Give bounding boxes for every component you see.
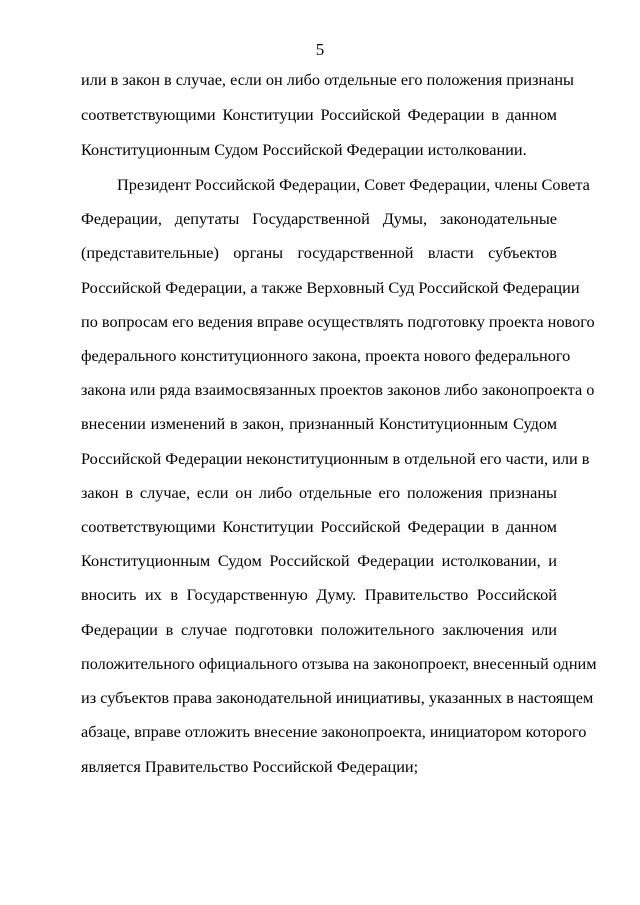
paragraph-line: (представительные) органы государственной власти субъектов — [81, 243, 557, 262]
paragraph-line: Федерации, депутаты Государственной Думы, законодательные — [81, 209, 557, 228]
paragraph-line: Федерации в случае подготовки положительного заключения или — [81, 620, 557, 639]
paragraph-line: абзаце, вправе отложить внесение законопроекта, инициатором которого — [81, 722, 587, 741]
paragraph-line: положительного официального отзыва на законопроект, внесенный одним — [81, 654, 597, 673]
paragraph-line: закон в случае, если он либо отдельные его положения признаны — [81, 483, 557, 502]
paragraph-line: по вопросам его ведения вправе осуществлять подготовку проекта нового — [81, 312, 595, 331]
page-number: 5 — [315, 40, 325, 59]
paragraph-line: Конституционным Судом Российской Федерации истолковании, и — [81, 551, 557, 570]
paragraph-line: закона или ряда взаимосвязанных проектов законов либо законопроекта о — [81, 380, 595, 399]
paragraph-line: Российской Федерации неконституционным в отдельной его части, или в — [81, 449, 590, 468]
paragraph-line: внесении изменений в закон, признанный Конституционным Судом — [81, 414, 557, 433]
paragraph-line: или в закон в случае, если он либо отдельные его положения признаны — [81, 70, 574, 89]
paragraph-line: Конституционным Судом Российской Федерации истолковании. — [81, 140, 527, 159]
paragraph-line: федерального конституционного закона, проекта нового федерального — [81, 346, 571, 365]
paragraph-line: является Правительство Российской Федерации; — [81, 757, 419, 776]
paragraph-line: Российской Федерации, а также Верховный Суд Российской Федерации — [81, 278, 580, 297]
paragraph-line: соответствующими Конституции Российской Федерации в данном — [81, 105, 557, 124]
paragraph-line: Президент Российской Федерации, Совет Федерации, члены Совета — [117, 175, 590, 194]
paragraph-line: вносить их в Государственную Думу. Правительство Российской — [81, 585, 557, 604]
paragraph-line: соответствующими Конституции Российской Федерации в данном — [81, 517, 557, 536]
paragraph-line: из субъектов права законодательной инициативы, указанных в настоящем — [81, 688, 594, 707]
